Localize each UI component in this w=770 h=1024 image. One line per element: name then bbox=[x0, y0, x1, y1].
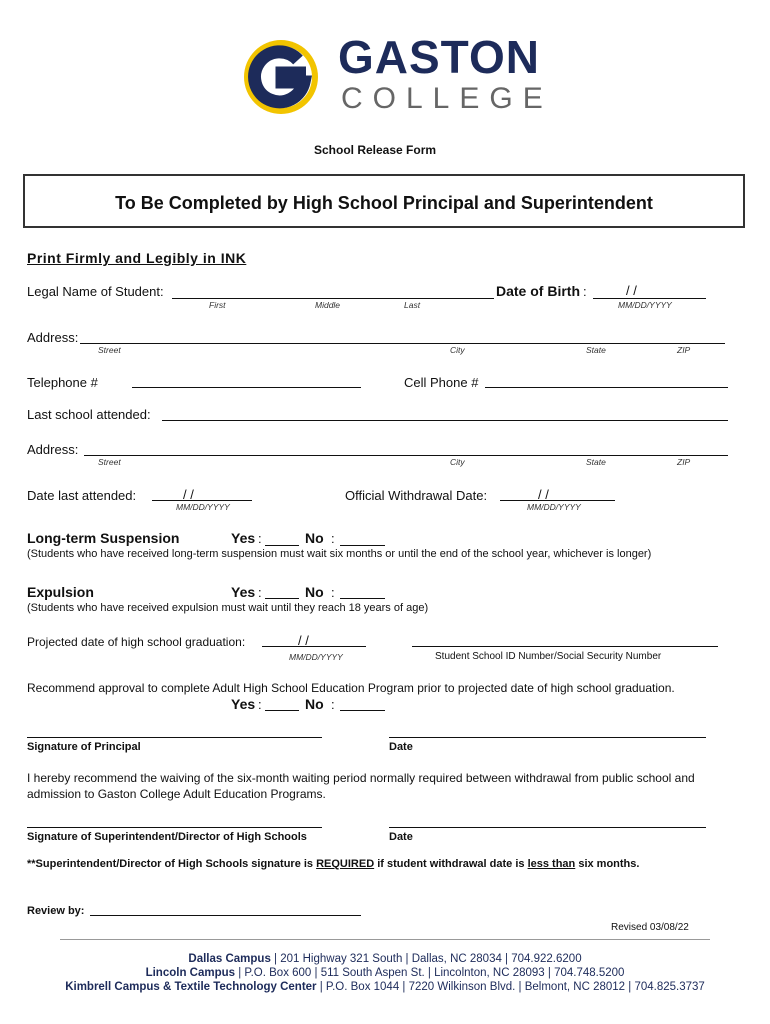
withdrawal-slashes: / / bbox=[538, 487, 549, 502]
last-school-field[interactable] bbox=[162, 420, 728, 421]
recommend-yes-field[interactable] bbox=[265, 710, 299, 711]
city-caption: City bbox=[450, 345, 465, 355]
date-last-slashes: / / bbox=[183, 487, 194, 502]
waiver-text-2: admission to Gaston College Adult Education Programs. bbox=[27, 787, 326, 801]
dob-label: Date of Birth bbox=[496, 283, 580, 299]
cell-field[interactable] bbox=[485, 387, 728, 388]
suspension-no-field[interactable] bbox=[340, 545, 385, 546]
dob-slashes: / / bbox=[626, 283, 637, 298]
withdrawal-format: MM/DD/YYYY bbox=[527, 502, 581, 512]
date-last-label: Date last attended: bbox=[27, 488, 137, 503]
required-note-mid: if student withdrawal date is bbox=[374, 858, 528, 870]
recommend-text: Recommend approval to complete Adult High School Education Program prior to projected date of high school graduation. bbox=[27, 681, 675, 695]
recommend-yes-colon: : bbox=[258, 697, 262, 712]
expulsion-label: Expulsion bbox=[27, 584, 94, 600]
state-caption: State bbox=[586, 345, 606, 355]
zip-caption-2: ZIP bbox=[677, 457, 691, 467]
required-note-pre: **Superintendent/Director of High Schools signature is bbox=[27, 858, 317, 870]
student-id-field[interactable] bbox=[412, 646, 718, 647]
telephone-field[interactable] bbox=[132, 387, 361, 388]
graduation-format: MM/DD/YYYY bbox=[289, 652, 343, 662]
street-caption: Street bbox=[98, 345, 121, 355]
principal-signature-field[interactable] bbox=[27, 737, 322, 738]
expulsion-no-colon: : bbox=[331, 585, 335, 600]
middle-caption: Middle bbox=[315, 300, 341, 310]
superintendent-signature-field[interactable] bbox=[27, 827, 322, 828]
title-box bbox=[23, 174, 745, 228]
principal-signature-label: Signature of Principal bbox=[27, 741, 141, 753]
footer-dallas-info: | 201 Highway 321 South | Dallas, NC 28034 | 704.922.6200 bbox=[270, 953, 582, 965]
suspension-note: (Students who have received long-term suspension must wait six months or until the end of the school year, whichever is longer) bbox=[27, 548, 652, 560]
review-field[interactable] bbox=[90, 915, 361, 916]
revised-date: Revised 03/08/22 bbox=[611, 922, 689, 933]
recommend-no-field[interactable] bbox=[340, 710, 385, 711]
form-title: School Release Form bbox=[314, 143, 437, 157]
waiver-text: I hereby recommend the waiving of the six-month waiting period normally required between withdrawal from public school and bbox=[27, 771, 695, 785]
expulsion-no-field[interactable] bbox=[340, 598, 385, 599]
footer-lincoln-campus: Lincoln Campus bbox=[145, 967, 236, 979]
city-caption-2: City bbox=[450, 457, 465, 467]
last-school-label: Last school attended: bbox=[27, 407, 151, 422]
dob-format: MM/DD/YYYY bbox=[618, 300, 672, 310]
suspension-yes-colon: : bbox=[258, 531, 262, 546]
expulsion-yes-field[interactable] bbox=[265, 598, 299, 599]
withdrawal-label: Official Withdrawal Date: bbox=[345, 488, 488, 503]
footer-kimbrell bbox=[0, 981, 770, 993]
suspension-yes-label: Yes bbox=[231, 530, 256, 546]
recommend-no-label: No bbox=[305, 696, 324, 712]
withdrawal-field[interactable] bbox=[500, 500, 615, 501]
required-note bbox=[27, 858, 639, 870]
expulsion-no-label: No bbox=[305, 584, 324, 600]
required-note-less: less than bbox=[527, 858, 576, 870]
expulsion-note: (Students who have received expulsion must wait until they reach 18 years of age) bbox=[27, 602, 429, 614]
street-caption-2: Street bbox=[98, 457, 121, 467]
suspension-yes-field[interactable] bbox=[265, 545, 299, 546]
expulsion-yes-colon: : bbox=[258, 585, 262, 600]
required-note-required: REQUIRED bbox=[316, 858, 375, 870]
zip-caption: ZIP bbox=[677, 345, 691, 355]
legal-name-label: Legal Name of Student: bbox=[27, 284, 164, 299]
expulsion-yes-label: Yes bbox=[231, 584, 256, 600]
footer-kimbrell-campus: Kimbrell Campus & Textile Technology Center bbox=[65, 981, 317, 993]
footer-dallas bbox=[0, 953, 770, 965]
footer-dallas-campus: Dallas Campus bbox=[188, 953, 271, 965]
date-last-field[interactable] bbox=[152, 500, 252, 501]
date-last-format: MM/DD/YYYY bbox=[176, 502, 230, 512]
footer-divider bbox=[60, 939, 710, 940]
dob-colon: : bbox=[583, 284, 587, 299]
school-address-field[interactable] bbox=[84, 455, 728, 456]
graduation-slashes: / / bbox=[298, 633, 309, 648]
superintendent-signature-label: Signature of Superintendent/Director of High Schools bbox=[27, 831, 307, 843]
state-caption-2: State bbox=[586, 457, 606, 467]
address-field[interactable] bbox=[80, 343, 725, 344]
footer-lincoln bbox=[0, 967, 770, 979]
first-caption: First bbox=[209, 300, 226, 310]
print-instruction: Print Firmly and Legibly in INK bbox=[27, 250, 247, 266]
suspension-label: Long-term Suspension bbox=[27, 530, 180, 546]
g-emblem-icon bbox=[240, 36, 322, 118]
logo-word-college: COLLEGE bbox=[341, 82, 553, 115]
college-logo bbox=[240, 31, 553, 118]
suspension-no-colon: : bbox=[331, 531, 335, 546]
legal-name-field[interactable] bbox=[172, 298, 494, 299]
telephone-label: Telephone # bbox=[27, 375, 98, 390]
recommend-no-colon: : bbox=[331, 697, 335, 712]
principal-date-field[interactable] bbox=[389, 737, 706, 738]
footer-lincoln-info: | P.O. Box 600 | 511 South Aspen St. | Lincolnton, NC 28093 | 704.748.5200 bbox=[235, 967, 625, 979]
school-address-label: Address: bbox=[27, 442, 79, 457]
principal-date-label: Date bbox=[389, 741, 413, 753]
graduation-field[interactable] bbox=[262, 646, 366, 647]
suspension-no-label: No bbox=[305, 530, 324, 546]
graduation-label: Projected date of high school graduation: bbox=[27, 635, 246, 649]
address-label: Address: bbox=[27, 330, 79, 345]
last-caption: Last bbox=[404, 300, 421, 310]
recommend-yes-label: Yes bbox=[231, 696, 256, 712]
logo-word-gaston: GASTON bbox=[338, 31, 540, 83]
required-note-post: six months. bbox=[575, 858, 640, 870]
footer-kimbrell-info: | P.O. Box 1044 | 7220 Wilkinson Blvd. | Belmont, NC 28012 | 704.825.3737 bbox=[316, 981, 705, 993]
superintendent-date-field[interactable] bbox=[389, 827, 706, 828]
box-title: To Be Completed by High School Principal and Superintendent bbox=[115, 193, 653, 213]
student-id-caption: Student School ID Number/Social Security Number bbox=[435, 651, 662, 662]
superintendent-date-label: Date bbox=[389, 831, 413, 843]
cell-label: Cell Phone # bbox=[404, 375, 479, 390]
review-label: Review by: bbox=[27, 905, 85, 917]
dob-field[interactable] bbox=[593, 298, 706, 299]
